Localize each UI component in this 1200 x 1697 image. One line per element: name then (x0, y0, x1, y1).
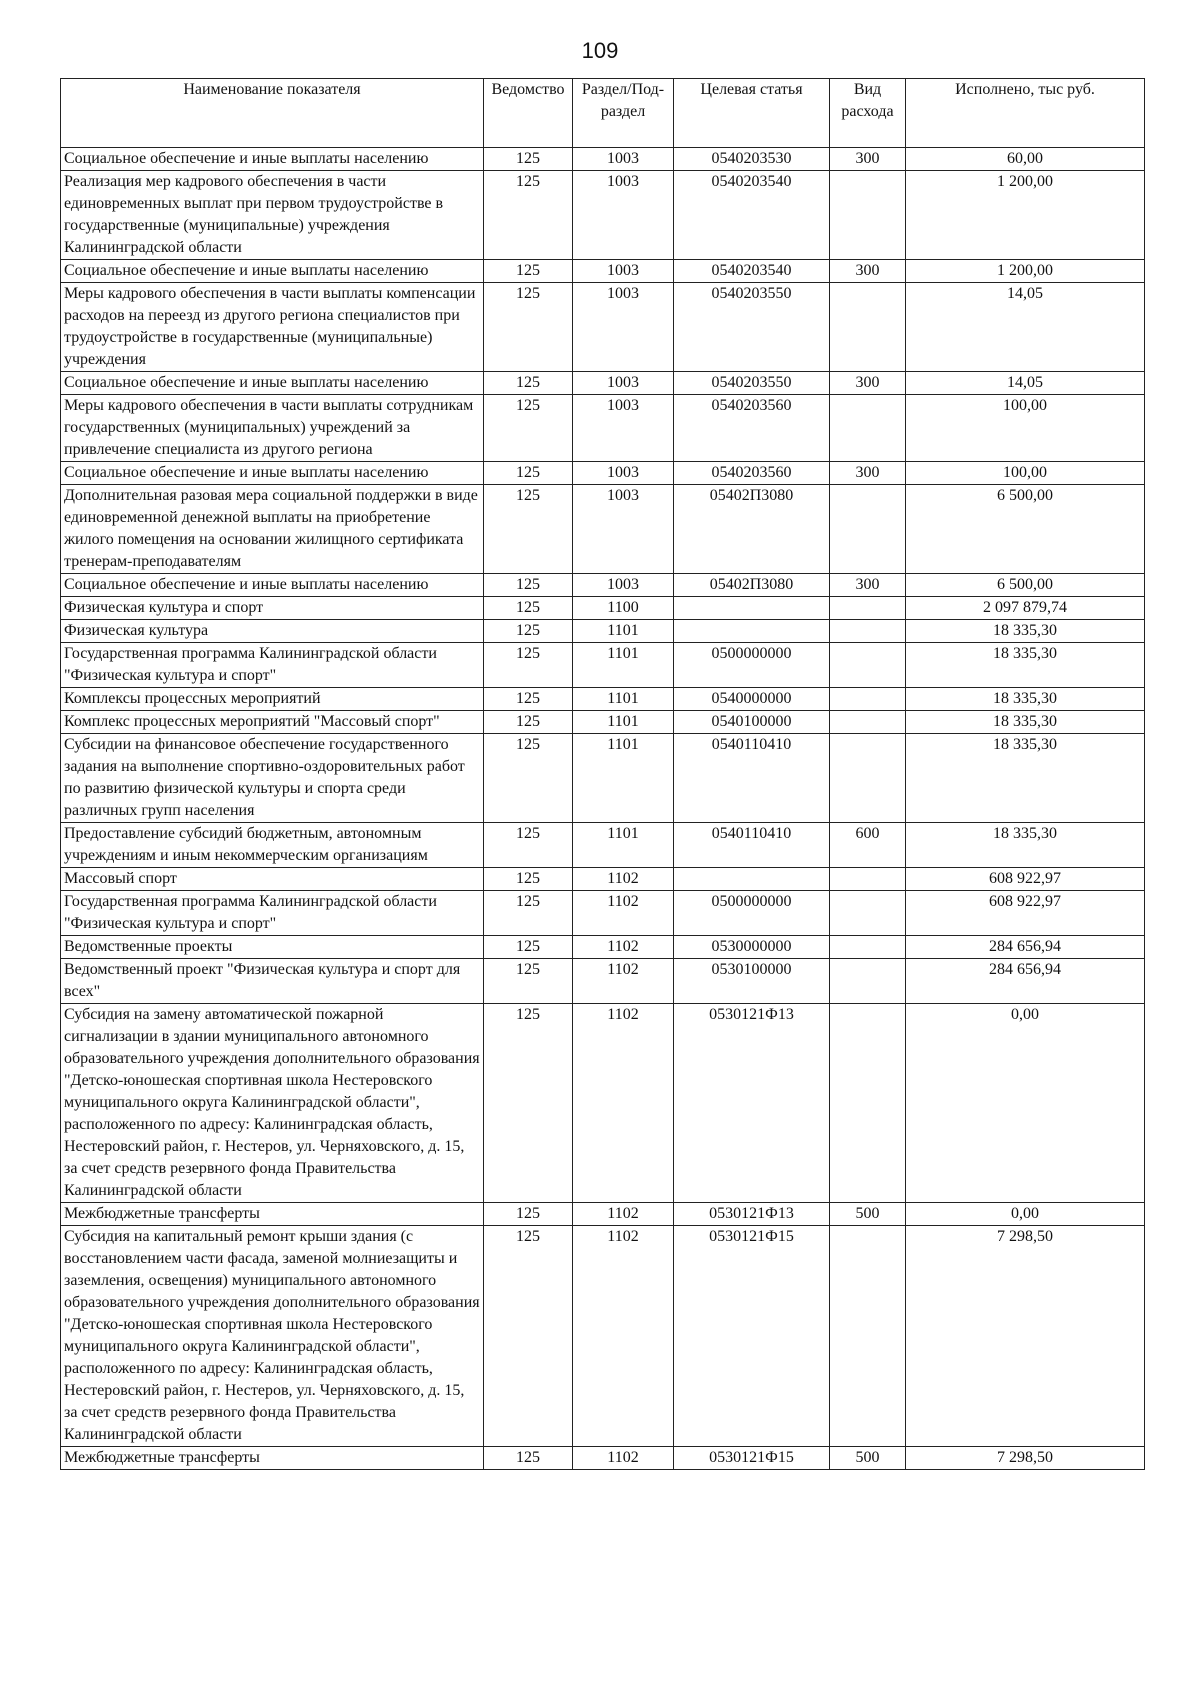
row-department: 125 (484, 823, 573, 868)
row-department: 125 (484, 462, 573, 485)
row-expense-type: 600 (830, 823, 906, 868)
row-target-article: 0540203560 (674, 462, 830, 485)
row-section: 1003 (573, 148, 674, 171)
row-expense-type: 300 (830, 148, 906, 171)
row-expense-type (830, 1226, 906, 1447)
row-executed-amount: 0,00 (906, 1004, 1145, 1203)
header-expense-type: Вид расхода (830, 79, 906, 148)
row-expense-type: 500 (830, 1203, 906, 1226)
row-executed-amount: 7 298,50 (906, 1226, 1145, 1447)
row-department: 125 (484, 868, 573, 891)
row-name: Межбюджетные трансферты (61, 1203, 484, 1226)
header-executed-amount: Исполнено, тыс руб. (906, 79, 1145, 148)
row-department: 125 (484, 260, 573, 283)
row-section: 1003 (573, 260, 674, 283)
row-executed-amount: 6 500,00 (906, 574, 1145, 597)
row-section: 1003 (573, 485, 674, 574)
row-department: 125 (484, 372, 573, 395)
row-department: 125 (484, 395, 573, 462)
table-row (61, 868, 1145, 891)
row-section: 1102 (573, 1004, 674, 1203)
row-name: Предоставление субсидий бюджетным, автономным учреждениям и иным некоммерческим организациям (61, 823, 484, 868)
row-target-article: 05402П3080 (674, 574, 830, 597)
row-expense-type: 500 (830, 1447, 906, 1470)
table-row (61, 643, 1145, 688)
row-department: 125 (484, 1004, 573, 1203)
row-name: Государственная программа Калининградской области "Физическая культура и спорт" (61, 891, 484, 936)
row-executed-amount: 608 922,97 (906, 868, 1145, 891)
header-indicator-name: Наименование показателя (61, 79, 484, 148)
row-section: 1102 (573, 959, 674, 1004)
row-executed-amount: 18 335,30 (906, 711, 1145, 734)
table-row (61, 574, 1145, 597)
row-expense-type (830, 597, 906, 620)
row-section: 1101 (573, 643, 674, 688)
row-executed-amount: 14,05 (906, 283, 1145, 372)
row-expense-type: 300 (830, 574, 906, 597)
row-department: 125 (484, 574, 573, 597)
row-executed-amount: 18 335,30 (906, 734, 1145, 823)
table-row (61, 734, 1145, 823)
row-target-article: 0540203550 (674, 372, 830, 395)
header-section: Раздел/Под-раздел (573, 79, 674, 148)
row-expense-type (830, 643, 906, 688)
row-name: Ведомственные проекты (61, 936, 484, 959)
table-row (61, 1203, 1145, 1226)
table-row (61, 395, 1145, 462)
row-target-article: 0540203530 (674, 148, 830, 171)
row-department: 125 (484, 171, 573, 260)
row-executed-amount: 284 656,94 (906, 959, 1145, 1004)
row-expense-type (830, 171, 906, 260)
row-target-article: 0530121Ф13 (674, 1004, 830, 1203)
row-name: Социальное обеспечение и иные выплаты населению (61, 574, 484, 597)
row-expense-type: 300 (830, 260, 906, 283)
row-name: Социальное обеспечение и иные выплаты населению (61, 462, 484, 485)
table-row (61, 372, 1145, 395)
row-target-article (674, 868, 830, 891)
row-expense-type (830, 395, 906, 462)
row-department: 125 (484, 959, 573, 1004)
row-target-article: 0500000000 (674, 891, 830, 936)
row-expense-type (830, 891, 906, 936)
row-expense-type (830, 688, 906, 711)
row-department: 125 (484, 711, 573, 734)
table-row (61, 597, 1145, 620)
row-expense-type (830, 936, 906, 959)
row-expense-type (830, 1004, 906, 1203)
row-name: Физическая культура (61, 620, 484, 643)
row-name: Субсидии на финансовое обеспечение государственного задания на выполнение спортивно-оздоровительных работ по развитию физической культуры и спорта среди различных групп населения (61, 734, 484, 823)
row-expense-type (830, 620, 906, 643)
table-row (61, 260, 1145, 283)
row-section: 1102 (573, 891, 674, 936)
row-department: 125 (484, 1226, 573, 1447)
row-expense-type (830, 711, 906, 734)
row-executed-amount: 18 335,30 (906, 643, 1145, 688)
row-target-article: 0540203550 (674, 283, 830, 372)
row-section: 1101 (573, 711, 674, 734)
table-row (61, 891, 1145, 936)
table-row (61, 1447, 1145, 1470)
row-executed-amount: 1 200,00 (906, 260, 1145, 283)
row-expense-type (830, 959, 906, 1004)
row-executed-amount: 100,00 (906, 395, 1145, 462)
row-expense-type: 300 (830, 462, 906, 485)
row-section: 1101 (573, 734, 674, 823)
table-row (61, 148, 1145, 171)
row-target-article: 0540203560 (674, 395, 830, 462)
table-header-row (61, 79, 1145, 148)
table-row (61, 936, 1145, 959)
row-expense-type (830, 485, 906, 574)
table-row (61, 462, 1145, 485)
row-target-article (674, 620, 830, 643)
row-name: Социальное обеспечение и иные выплаты населению (61, 260, 484, 283)
row-target-article (674, 597, 830, 620)
row-target-article: 0540110410 (674, 823, 830, 868)
row-target-article: 0530121Ф13 (674, 1203, 830, 1226)
row-department: 125 (484, 891, 573, 936)
row-target-article: 0500000000 (674, 643, 830, 688)
row-expense-type (830, 868, 906, 891)
row-executed-amount: 1 200,00 (906, 171, 1145, 260)
row-section: 1003 (573, 462, 674, 485)
row-target-article: 0540203540 (674, 260, 830, 283)
row-name: Меры кадрового обеспечения в части выплаты компенсации расходов на переезд из другого региона специалистов при трудоустройстве в государственные (муниципальные) учреждения (61, 283, 484, 372)
row-name: Социальное обеспечение и иные выплаты населению (61, 148, 484, 171)
row-section: 1102 (573, 1447, 674, 1470)
row-section: 1003 (573, 574, 674, 597)
row-name: Меры кадрового обеспечения в части выплаты сотрудникам государственных (муниципальных) учреждений за привлечение специалиста из другого региона (61, 395, 484, 462)
row-expense-type: 300 (830, 372, 906, 395)
row-section: 1101 (573, 620, 674, 643)
row-section: 1003 (573, 372, 674, 395)
table-row (61, 823, 1145, 868)
table-row (61, 1004, 1145, 1203)
row-department: 125 (484, 688, 573, 711)
row-executed-amount: 608 922,97 (906, 891, 1145, 936)
row-name: Массовый спорт (61, 868, 484, 891)
row-name: Государственная программа Калининградской области "Физическая культура и спорт" (61, 643, 484, 688)
row-name: Социальное обеспечение и иные выплаты населению (61, 372, 484, 395)
row-executed-amount: 18 335,30 (906, 620, 1145, 643)
row-target-article: 0530121Ф15 (674, 1447, 830, 1470)
table-row (61, 688, 1145, 711)
row-target-article: 0540203540 (674, 171, 830, 260)
row-department: 125 (484, 148, 573, 171)
row-department: 125 (484, 485, 573, 574)
row-executed-amount: 100,00 (906, 462, 1145, 485)
row-target-article: 0530000000 (674, 936, 830, 959)
row-section: 1102 (573, 1226, 674, 1447)
row-executed-amount: 60,00 (906, 148, 1145, 171)
row-name: Дополнительная разовая мера социальной поддержки в виде единовременной денежной выплаты на приобретение жилого помещения на основании жилищного сертификата тренерам-преподавателям (61, 485, 484, 574)
table-row (61, 711, 1145, 734)
row-section: 1101 (573, 688, 674, 711)
row-target-article: 0540000000 (674, 688, 830, 711)
row-department: 125 (484, 597, 573, 620)
table-row (61, 171, 1145, 260)
row-target-article: 05402П3080 (674, 485, 830, 574)
row-executed-amount: 18 335,30 (906, 823, 1145, 868)
row-executed-amount: 2 097 879,74 (906, 597, 1145, 620)
row-executed-amount: 6 500,00 (906, 485, 1145, 574)
row-section: 1100 (573, 597, 674, 620)
row-department: 125 (484, 1447, 573, 1470)
table-row (61, 1226, 1145, 1447)
row-name: Физическая культура и спорт (61, 597, 484, 620)
row-executed-amount: 284 656,94 (906, 936, 1145, 959)
table-row (61, 620, 1145, 643)
row-target-article: 0540110410 (674, 734, 830, 823)
row-executed-amount: 18 335,30 (906, 688, 1145, 711)
table-row (61, 283, 1145, 372)
table-row (61, 485, 1145, 574)
row-department: 125 (484, 936, 573, 959)
row-name: Ведомственный проект "Физическая культура и спорт для всех" (61, 959, 484, 1004)
row-section: 1102 (573, 936, 674, 959)
row-target-article: 0540100000 (674, 711, 830, 734)
table-row (61, 959, 1145, 1004)
row-department: 125 (484, 620, 573, 643)
row-name: Субсидия на замену автоматической пожарной сигнализации в здании муниципального автономного образовательного учреждения дополнительного образования "Детско-юношеская спортивная школа Нестеровского муниципального округа Калининградской области", расположенного по адресу: Калининградская область, Нестеровский район, г. Нестеров, ул. Черняховского, д. 15, за счет средств резервного фонда Правительства Калининградской области (61, 1004, 484, 1203)
row-executed-amount: 7 298,50 (906, 1447, 1145, 1470)
row-department: 125 (484, 1203, 573, 1226)
page-number: 109 (581, 38, 619, 63)
row-executed-amount: 0,00 (906, 1203, 1145, 1226)
row-name: Комплексы процессных мероприятий (61, 688, 484, 711)
row-section: 1003 (573, 395, 674, 462)
row-expense-type (830, 734, 906, 823)
row-executed-amount: 14,05 (906, 372, 1145, 395)
row-department: 125 (484, 643, 573, 688)
row-section: 1102 (573, 1203, 674, 1226)
row-expense-type (830, 283, 906, 372)
row-section: 1102 (573, 868, 674, 891)
budget-table (60, 78, 1145, 1470)
row-department: 125 (484, 734, 573, 823)
row-department: 125 (484, 283, 573, 372)
row-name: Реализация мер кадрового обеспечения в части единовременных выплат при первом трудоустройстве в государственные (муниципальные) учреждения Калининградской области (61, 171, 484, 260)
header-target-article: Целевая статья (674, 79, 830, 148)
row-name: Межбюджетные трансферты (61, 1447, 484, 1470)
row-target-article: 0530100000 (674, 959, 830, 1004)
row-section: 1003 (573, 283, 674, 372)
row-section: 1003 (573, 171, 674, 260)
header-department: Ведомство (484, 79, 573, 148)
row-target-article: 0530121Ф15 (674, 1226, 830, 1447)
row-section: 1101 (573, 823, 674, 868)
row-name: Комплекс процессных мероприятий "Массовый спорт" (61, 711, 484, 734)
row-name: Субсидия на капитальный ремонт крыши здания (с восстановлением части фасада, заменой молниезащиты и заземления, освещения) муниципального автономного образовательного учреждения дополнительного образования "Детско-юношеская спортивная школа Нестеровского муниципального округа Калининградской области", расположенного по адресу: Калининградская область, Нестеровский район, г. Нестеров, ул. Черняховского, д. 15, за счет средств резервного фонда Правительства Калининградской области (61, 1226, 484, 1447)
